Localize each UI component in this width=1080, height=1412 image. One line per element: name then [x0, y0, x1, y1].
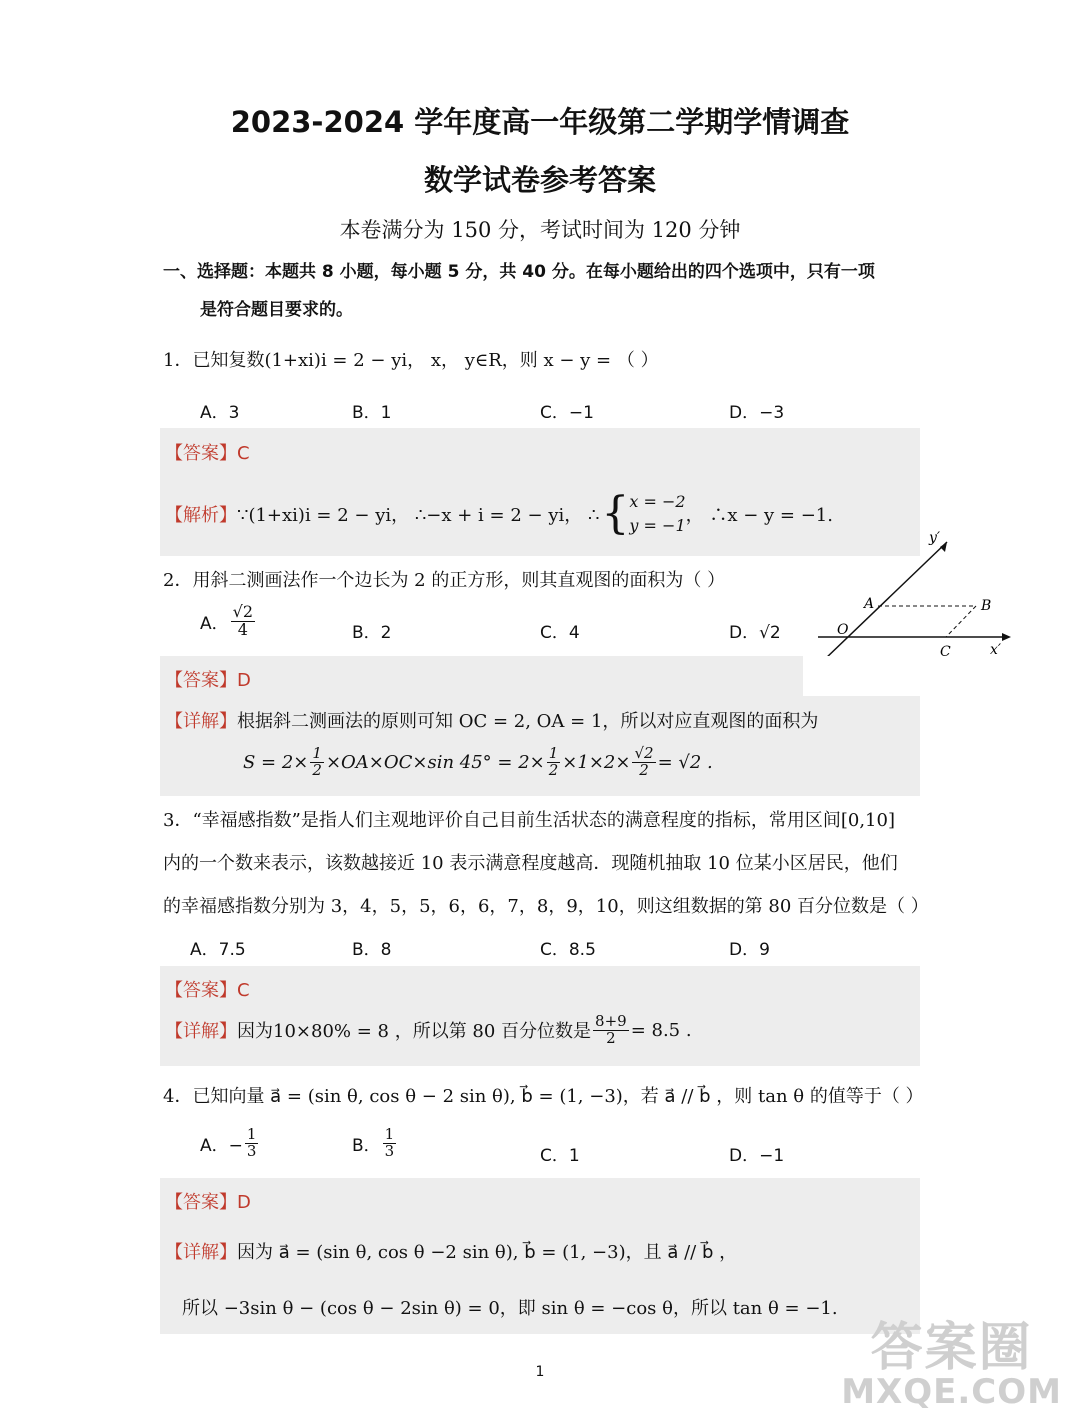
section-heading-cont: 是符合题目要求的。: [200, 300, 353, 320]
q1-analysis-end: ， ∴x − y = −1.: [685, 505, 833, 526]
page-title: 2023-2024 学年度高一年级第二学期学情调查: [230, 105, 850, 139]
q4-option-c: C．1: [540, 1146, 580, 1166]
q2-formula-d: = √2 .: [657, 751, 713, 773]
q2-option-a: [200, 604, 257, 639]
figure-label-c: C: [940, 644, 951, 660]
brace-icon: {: [601, 488, 630, 539]
q4-detail-line2: 所以 −3sin θ − (cos θ − 2sin θ) = 0，即 sin θ = −cos θ，所以 tan θ = −1.: [182, 1298, 838, 1319]
q2-root-num: √2: [634, 744, 654, 762]
detail-tag: 【详解】: [165, 1021, 237, 1043]
detail-tag: 【详解】: [165, 1242, 237, 1263]
q1-option-a: A．3: [200, 403, 240, 423]
q2-option-c: C．4: [540, 623, 580, 643]
watermark-url: MXQE.COM: [841, 1371, 1062, 1412]
question-3-line1: 3．“幸福感指数”是指人们主观地评价自己目前生活状态的满意程度的指标，常用区间[0,10]: [163, 810, 895, 831]
question-3-line3: 的幸福感指数分别为 3，4，5，5，6，6，7，8，9，10，则这组数据的第 80 百分位数是（ ）: [163, 896, 929, 917]
q1-option-b: B．1: [352, 403, 392, 423]
q4-option-b-label: B．: [352, 1135, 381, 1156]
q2-detail-line1: [165, 707, 818, 733]
watermark-logo: 答案圈: [870, 1317, 1033, 1378]
section-heading: 一、选择题：本题共 8 小题，每小题 5 分，共 40 分。在每小题给出的四个选项中，只有一项: [163, 262, 875, 282]
q3-option-d: D．9: [729, 940, 770, 960]
q4-option-a-num: 1: [246, 1125, 257, 1143]
question-3-line2: 内的一个数来表示，该数越接近 10 表示满意程度越高．现随机抽取 10 位某小区居民，他们: [163, 853, 898, 874]
q4-detail-line1: [165, 1238, 737, 1264]
q3-answer-value: C: [237, 980, 250, 1001]
q3-option-a: A．7.5: [190, 940, 246, 960]
q2-half-num: 1: [312, 744, 322, 762]
q2-formula-a: S = 2×: [243, 751, 309, 773]
q4-option-b: [352, 1127, 398, 1160]
q2-option-a-num: √2: [232, 602, 254, 621]
answer-tag: 【答案】: [165, 443, 237, 464]
q4-answer: [165, 1188, 251, 1214]
q2-formula-c: ×1×2×: [562, 751, 631, 773]
q1-option-c: C．−1: [540, 403, 594, 423]
q3-option-c: C．8.5: [540, 940, 596, 960]
q1-system-top: x = −2: [629, 492, 686, 511]
q1-option-d: D．−3: [729, 403, 785, 423]
q2-formula-b: ×OA×OC×sin 45° = 2×: [325, 751, 545, 773]
answer-tag: 【答案】: [165, 1192, 237, 1213]
figure-label-x: x′: [990, 642, 1002, 658]
page-number: 1: [535, 1364, 545, 1380]
q3-answer: [165, 976, 250, 1002]
q2-option-b: B．2: [352, 623, 392, 643]
q2-answer: [165, 666, 251, 692]
q1-system-bottom: y = −1: [629, 516, 686, 535]
q4-option-d: D．−1: [729, 1146, 785, 1166]
q2-option-a-den: 4: [237, 619, 248, 639]
q2-option-d: D．√2: [729, 623, 781, 643]
q2-detail-line2: [243, 746, 713, 779]
q4-option-a-label: A．−: [200, 1135, 243, 1156]
q3-option-b: B．8: [352, 940, 392, 960]
q2-root-den: 2: [639, 760, 649, 779]
q3-detail-end: = 8.5 .: [630, 1019, 692, 1041]
q3-detail: [165, 1014, 692, 1047]
q3-frac-den: 2: [606, 1028, 616, 1047]
q4-option-b-den: 3: [384, 1141, 395, 1160]
q2-detail-text: 根据斜二测画法的原则可知 OC = 2, OA = 1，所以对应直观图的面积为: [237, 711, 819, 732]
q4-option-b-num: 1: [384, 1125, 395, 1143]
answer-tag: 【答案】: [165, 670, 237, 691]
q2-answer-value: D: [237, 670, 251, 691]
figure-label-a: A: [864, 596, 875, 612]
q2-option-a-label: A．: [200, 613, 229, 634]
q3-frac-num: 8+9: [595, 1012, 627, 1030]
question-1-stem: 1．已知复数(1+xi)i = 2 − yi， x， y∈R，则 x − y = （ ）: [163, 350, 659, 371]
q1-answer-value: C: [237, 443, 250, 464]
analysis-tag: 【解析】: [165, 505, 237, 526]
q4-answer-value: D: [237, 1192, 251, 1213]
figure-label-y: y′: [929, 530, 941, 546]
q3-detail-text: 因为10×80% = 8 ，所以第 80 百分位数是: [237, 1021, 592, 1043]
answer-tag: 【答案】: [165, 980, 237, 1001]
q1-equation-system: [601, 490, 685, 538]
question-4-stem: 4．已知向量 a⃗ = (sin θ, cos θ − 2 sin θ), b⃗ = (1, −3)，若 a⃗ // b⃗ ，则 tan θ 的值等于（ ）: [163, 1086, 924, 1107]
q2-half-num-2: 1: [548, 744, 559, 762]
q4-option-a: [200, 1127, 260, 1160]
q2-answer-band-cover: [803, 656, 920, 696]
site-watermark: [841, 1317, 1062, 1412]
figure-label-o: O: [837, 622, 849, 638]
question-2-stem: 2．用斜二测画法作一个边长为 2 的正方形，则其直观图的面积为（ ）: [163, 570, 726, 591]
q4-option-a-den: 3: [246, 1141, 257, 1160]
figure-label-b: B: [981, 598, 992, 614]
q1-answer: [165, 439, 250, 465]
page-subtitle: 数学试卷参考答案: [423, 163, 656, 197]
detail-tag: 【详解】: [165, 711, 237, 732]
q1-analysis-text: ∵(1+xi)i = 2 − yi， ∴−x + i = 2 − yi， ∴: [237, 505, 600, 526]
exam-info: 本卷满分为 150 分，考试时间为 120 分钟: [339, 218, 741, 242]
q2-half-den-2: 2: [548, 760, 559, 779]
q1-analysis: [165, 490, 833, 538]
q4-detail-text: 因为 a⃗ = (sin θ, cos θ −2 sin θ), b⃗ = (1, −3)，且 a⃗ // b⃗ ，: [237, 1242, 738, 1263]
q2-half-den: 2: [312, 760, 322, 779]
